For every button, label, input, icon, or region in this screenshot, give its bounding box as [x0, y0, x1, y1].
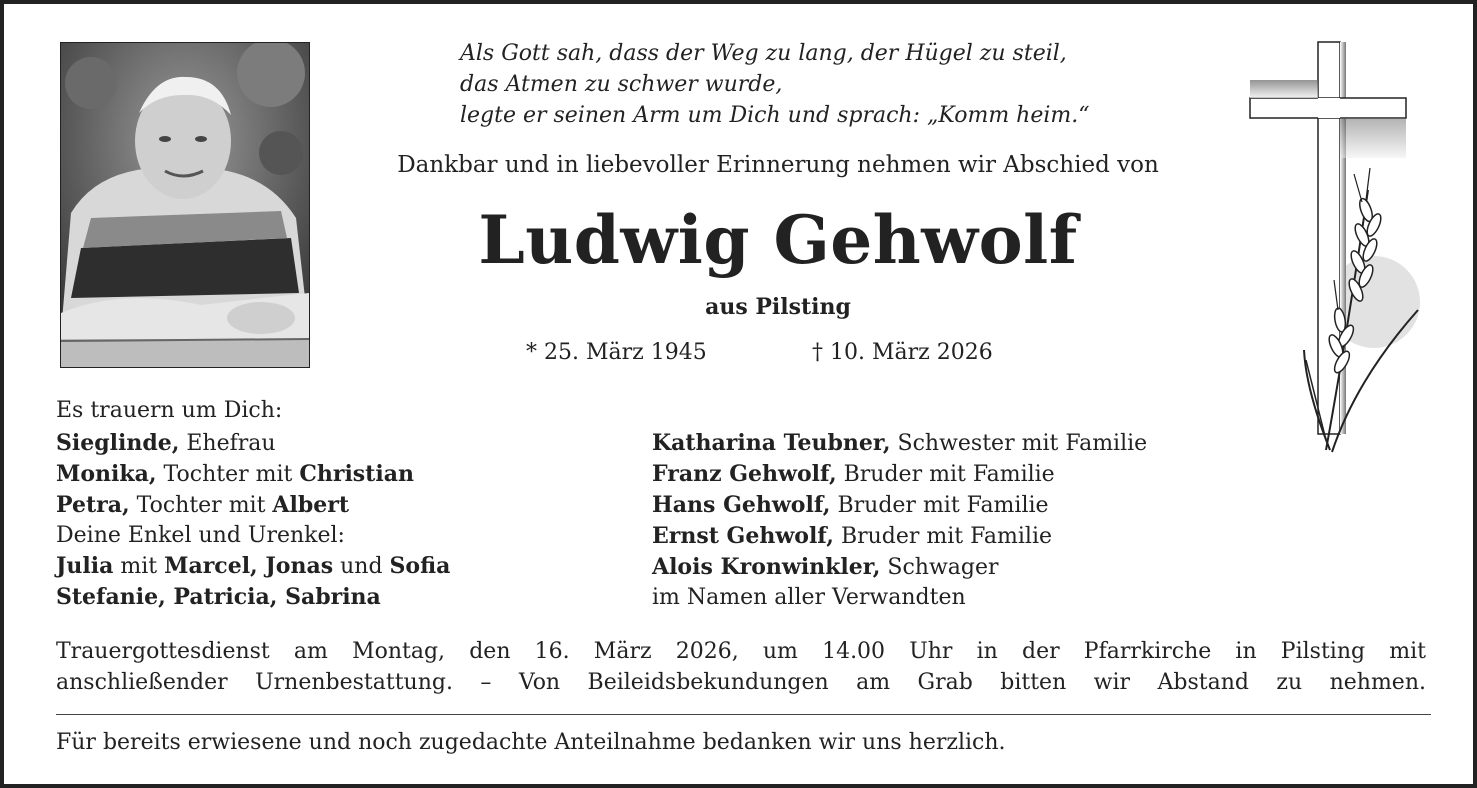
mourner-row: [56, 459, 450, 490]
service-line: Trauergottesdienst am Montag, den 16. März 2026, um 14.00 Uhr in der Pfarrkirche in Pilsting mit: [56, 639, 1426, 664]
birth-date: * 25. März 1945: [526, 340, 707, 365]
mourner-row: [652, 583, 1147, 613]
mourner-relation: Bruder mit Familie: [833, 524, 1053, 549]
mourner-row: [652, 490, 1147, 521]
thanks-text: Für bereits erwiesene und noch zugedachte Anteilnahme bedanken wir uns herzlich.: [56, 730, 1006, 755]
mourner-row: [652, 552, 1147, 583]
mourner-row: [652, 521, 1147, 552]
quote: [460, 38, 1090, 131]
mourner-relation: Deine Enkel und Urenkel:: [56, 523, 345, 548]
mourner-relation: Bruder mit Familie: [830, 493, 1049, 518]
mourner-name: Christian: [299, 461, 414, 487]
death-date: † 10. März 2026: [812, 340, 993, 365]
mourner-name: Katharina Teubner,: [652, 430, 891, 456]
funeral-service-info: [56, 636, 1426, 698]
mourner-row: [56, 582, 450, 613]
mourners-list-left: [56, 428, 450, 613]
mourner-name: Albert: [272, 492, 349, 518]
mourner-name: Hans Gehwolf,: [652, 492, 831, 518]
quote-line: das Atmen zu schwer wurde,: [460, 72, 783, 97]
mourner-relation: im Namen aller Verwandten: [652, 585, 966, 610]
portrait-photo: [60, 42, 310, 368]
mourner-relation: Schwager: [880, 555, 999, 580]
cross-with-wheat-icon: [1246, 40, 1426, 460]
mourner-name: Julia: [56, 553, 114, 579]
mourner-row: [652, 428, 1147, 459]
mourner-relation: Tochter mit: [129, 493, 273, 518]
divider: [56, 714, 1431, 715]
mourner-name: Ernst Gehwolf,: [652, 523, 834, 549]
mourner-row: [56, 490, 450, 521]
quote-line: Als Gott sah, dass der Weg zu lang, der Hügel zu steil,: [460, 41, 1067, 66]
mourner-relation: Ehefrau: [179, 431, 276, 456]
mourner-relation: und: [333, 554, 390, 579]
mourner-name: Sieglinde,: [56, 430, 180, 456]
mourner-relation: Schwester mit Familie: [890, 431, 1148, 456]
mourner-name: Monika,: [56, 461, 157, 487]
mourner-relation: mit: [113, 554, 165, 579]
service-line: anschließender Urnenbestattung. – Von Beileidsbekundungen am Grab bitten wir Abstand zu nehmen.: [56, 670, 1426, 695]
mourners-list-right: [652, 428, 1147, 613]
intro-text: Dankbar und in liebevoller Erinnerung nehmen wir Abschied von: [397, 152, 1159, 178]
mourner-name: Alois Kronwinkler,: [652, 554, 881, 580]
mourner-row: [652, 459, 1147, 490]
mourner-relation: Tochter mit: [156, 462, 300, 487]
quote-line: legte er seinen Arm um Dich und sprach: „Komm heim.“: [460, 103, 1090, 128]
mourner-name: Franz Gehwolf,: [652, 461, 837, 487]
mourner-row: [56, 551, 450, 582]
mourner-name: Sofia: [389, 553, 451, 579]
mourner-name: Stefanie, Patricia, Sabrina: [56, 584, 381, 610]
mourners-heading: Es trauern um Dich:: [56, 398, 283, 423]
deceased-name: Ludwig Gehwolf: [478, 201, 1078, 279]
hometown: aus Pilsting: [705, 294, 851, 320]
mourner-name: Marcel, Jonas: [164, 553, 334, 579]
mourner-row: [56, 428, 450, 459]
mourner-row: [56, 521, 450, 551]
mourner-relation: Bruder mit Familie: [836, 462, 1055, 487]
mourner-name: Petra,: [56, 492, 130, 518]
